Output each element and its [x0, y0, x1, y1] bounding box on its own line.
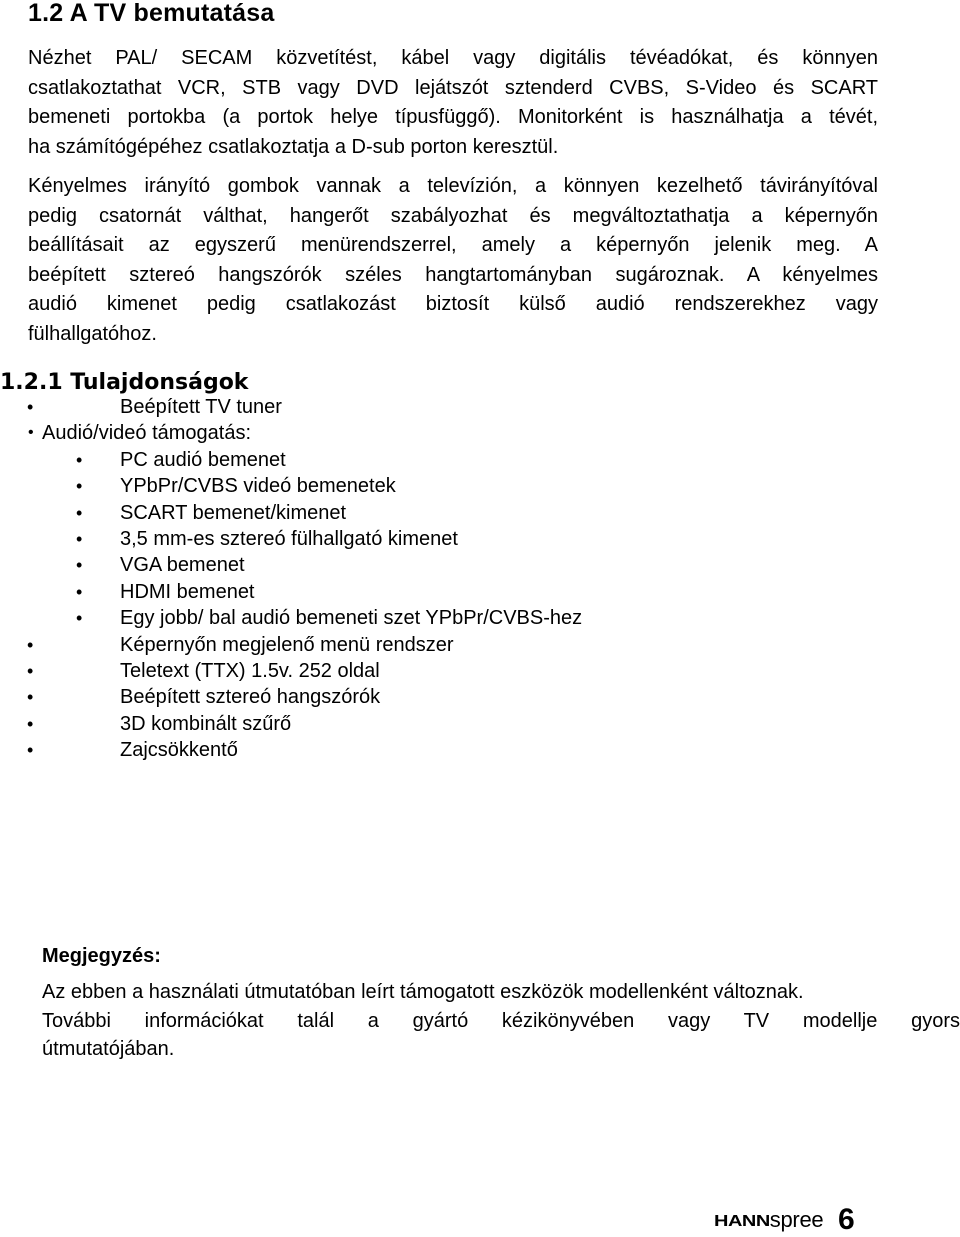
paragraph-line: beállításait az egyszerű menürendszerrel, amely a képernyőn jelenik meg. A	[28, 234, 878, 256]
feature-text: Teletext (TTX) 1.5v. 252 oldal	[120, 659, 380, 682]
note-line: További információkat talál a gyártó kézikönyvében vagy TV modellje gyors	[42, 1009, 960, 1032]
hannspree-logo	[714, 1207, 823, 1235]
bullet-icon: •	[76, 555, 83, 576]
bullet-icon: •	[27, 660, 34, 681]
feature-text: HDMI bemenet	[120, 580, 255, 603]
feature-text: Audió/videó támogatás:	[42, 422, 252, 445]
intro-paragraph	[28, 44, 878, 162]
feature-text: Zajcsökkentő	[120, 739, 238, 762]
note-line: Az ebben a használati útmutatóban leírt támogatott eszközök modellenként változnak.	[42, 981, 804, 1003]
paragraph-line: ha számítógépéhez csatlakoztatja a D-sub porton keresztül.	[28, 135, 559, 158]
paragraph-line: beépített sztereó hangszórók széles hangtartományban sugároznak. A kényelmes	[28, 263, 878, 286]
page-number: 6	[838, 1203, 855, 1236]
bullet-icon: •	[76, 502, 83, 523]
bullet-icon: •	[76, 608, 83, 629]
bullet-icon: •	[76, 476, 83, 497]
bullet-icon: •	[27, 713, 34, 734]
logo-hann-text: HANN	[714, 1212, 770, 1230]
feature-text: VGA bemenet	[120, 554, 245, 577]
controls-paragraph	[28, 172, 878, 349]
paragraph-line: Kényelmes irányító gombok vannak a televízión, a könnyen kezelhető távirányítóval	[28, 175, 878, 197]
features-heading: 1.2.1 Tulajdonságok	[0, 370, 249, 395]
bullet-icon: •	[76, 449, 83, 470]
note-line: útmutatójában.	[42, 1038, 175, 1060]
bullet-icon: •	[76, 581, 83, 602]
feature-text: YPbPr/CVBS videó bemenetek	[120, 475, 396, 498]
section-title: 1.2 A TV bemutatása	[28, 0, 275, 27]
bullet-icon: •	[27, 687, 34, 708]
feature-text: Beépített TV tuner	[120, 396, 282, 418]
bullet-icon: •	[27, 740, 34, 761]
feature-text: 3,5 mm-es sztereó fülhallgató kimenet	[120, 527, 458, 550]
bullet-icon: •	[76, 528, 83, 549]
bullet-icon: •	[28, 424, 34, 442]
feature-text: SCART bemenet/kimenet	[120, 501, 347, 524]
feature-text: PC audió bemenet	[120, 448, 286, 471]
note-title: Megjegyzés:	[42, 945, 161, 967]
logo-spree-text: spree	[769, 1207, 824, 1232]
feature-text: 3D kombinált szűrő	[120, 712, 292, 735]
bullet-icon: •	[27, 397, 34, 417]
paragraph-line: Nézhet PAL/ SECAM közvetítést, kábel vagy digitális tévéadókat, és könnyen	[28, 47, 878, 69]
paragraph-line: csatlakoztathat VCR, STB vagy DVD lejátszót sztenderd CVBS, S-Video és SCART	[28, 76, 878, 99]
paragraph-line: fülhallgatóhoz.	[28, 322, 157, 345]
bullet-icon: •	[27, 634, 34, 655]
paragraph-line: bemeneti portokba (a portok helye típusfüggő). Monitorként is használhatja a tévét,	[28, 106, 878, 128]
paragraph-line: audió kimenet pedig csatlakozást biztosít külső audió rendszerekhez vagy	[28, 293, 878, 315]
paragraph-line: pedig csatornát válthat, hangerőt szabályozhat és megváltoztathatja a képernyőn	[28, 204, 878, 227]
feature-text: Képernyőn megjelenő menü rendszer	[120, 633, 454, 656]
feature-text: Egy jobb/ bal audió bemeneti szet YPbPr/CVBS-hez	[120, 607, 583, 630]
feature-text: Beépített sztereó hangszórók	[120, 686, 381, 709]
note-body	[42, 978, 960, 1064]
